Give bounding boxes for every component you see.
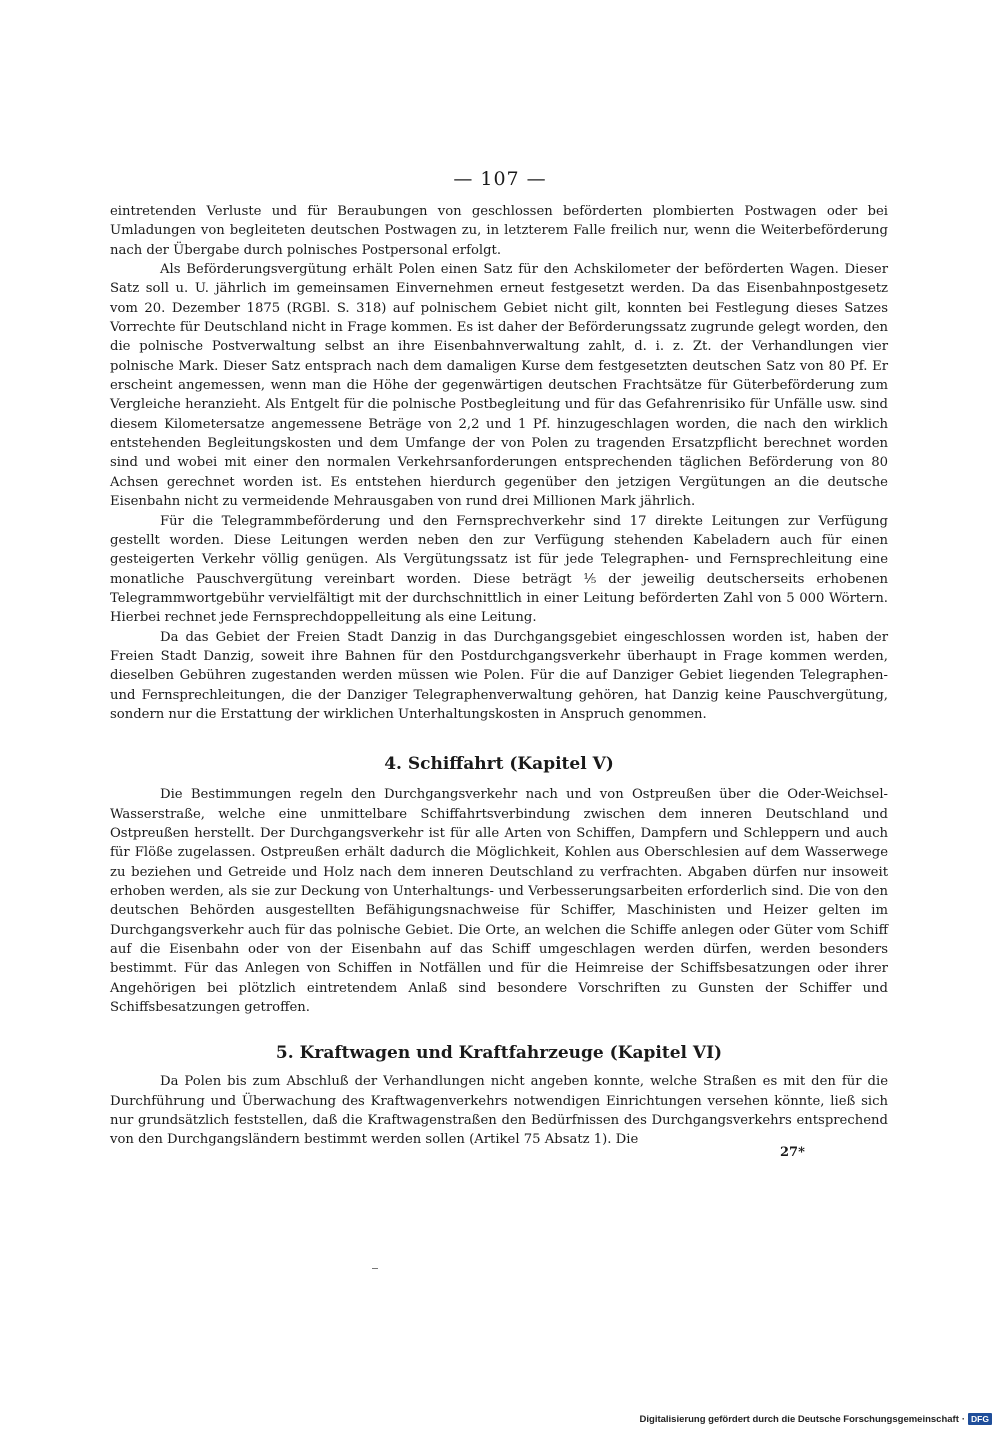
paragraph: Die Bestimmungen regeln den Durchgangsverkehr nach und von Ostpreußen über die Oder-Weichsel-Wasserstraße, welche eine unmittelbare Schiffahrtsverbindung zwischen dem inneren Deutschland und Ostpreußen herstellt. Der Durchgangsverkehr ist für alle Arten von Schiffen, Dampfern und Schleppern und auch für Flöße zugelassen. Ostpreußen erhält dadurch die Möglichkeit, Kohlen aus Oberschlesien auf dem Wasserwege zu beziehen und Getreide und Holz nach dem inneren Deutschland zu verfrachten. Abgaben dürfen nur insoweit erhoben werden, als sie zur Deckung von Unterhaltungs- und Verbesserungsarbeiten erforderlich sind. Die von den deutschen Behörden ausgestellten Befähigungsnachweise für Schiffer, Maschinisten und Heizer gelten im Durchgangsverkehr auch für das polnische Gebiet. Die Orte, an welchen die Schiffe anlegen oder Güter vom Schiff auf die Eisenbahn oder von der Eisenbahn auf das Schiff umgeschlagen werden dürfen, werden besonders bestimmt. Für das Anlegen von Schiffen in Notfällen und für die Heimreise der Schiffsbesatzungen oder ihrer Angehörigen bei plötzlich eintretendem Anlaß sind besondere Vorschriften zu Gunsten der Schiffer und Schiffsbesatzungen getroffen. [110,787,888,1016]
footer-text: Digitalisierung gefördert durch die Deutsche Forschungsgemeinschaft [639,1413,959,1425]
paragraph: eintretenden Verluste und für Beraubungen von geschlossen beförderten plombierten Postwagen oder bei Umladungen von begleiteten deutschen Postwagen zu, in letzterem Falle freilich nur, wenn die Weiterbeförderung nach der Übergabe durch polnisches Postpersonal erfolgt. [110,204,888,258]
stray-mark [372,1268,378,1269]
dfg-logo-icon: DFG [968,1413,992,1425]
footer-separator: · [961,1413,966,1425]
paragraph: Da Polen bis zum Abschluß der Verhandlungen nicht angeben konnte, welche Straßen es mit den für die Durchführung und Überwachung des Kraftwagenverkehrs notwendigen Einrichtungen versehen könnte, ließ sich nur grundsätzlich feststellen, daß die Kraftwagenstraßen den Bedürfnissen des Durchgangsverkehrs entsprechend von den Durchgangsländern bestimmt werden sollen (Artikel 75 Absatz 1). Die [110,1074,888,1148]
page-number: — 107 — [453,168,547,190]
section-heading-schiffahrt: 4. Schiffahrt (Kapitel V) [384,754,614,775]
section-heading-kraftwagen: 5. Kraftwagen und Kraftfahrzeuge (Kapitel VI) [275,1043,723,1064]
paragraph: Da das Gebiet der Freien Stadt Danzig in das Durchgangsgebiet eingeschlossen worden ist, haben der Freien Stadt Danzig, soweit ihre Bahnen für den Postdurchgangsverkehr überhaupt in Frage kommen werden, dieselben Gebühren zugestanden werden müssen wie Polen. Für die auf Danziger Gebiet liegenden Telegraphen- und Fernsprechleitungen, die der Danziger Telegraphenverwaltung gehören, hat Danzig keine Pauschvergütung, sondern nur die Erstattung der wirklichen Unterhaltungskosten in Anspruch genommen. [110,629,888,722]
footer-credit [640,1413,992,1425]
paragraph: Für die Telegrammbeförderung und den Fernsprechverkehr sind 17 direkte Leitungen zur Verfügung gestellt worden. Diese Leitungen werden neben den zur Verfügung stehenden Kabeladern auch für einen gesteigerten Verkehr völlig genügen. Als Vergütungssatz ist für jede Telegraphen- und Fernsprechleitung eine monatliche Pauschvergütung vereinbart worden. Diese beträgt ⅕ der jeweilig deutscherseits erhobenen Telegrammwortgebühr vervielfältigt mit der durchschnittlich in einer Leitung beförderten Zahl von 5 000 Wörtern. Hierbei rechnet jede Fernsprechdoppelleitung als eine Leitung. [110,513,888,626]
paragraph: Als Beförderungsvergütung erhält Polen einen Satz für den Achskilometer der beförderten Wagen. Dieser Satz soll u. U. jährlich im gemeinsamen Einvernehmen erneut festgesetzt werden. Da das Eisenbahnpostgesetz vom 20. Dezember 1875 (RGBl. S. 318) auf polnischem Gebiet nicht gilt, konnten bei Festlegung dieses Satzes Vorrechte für Deutschland nicht in Frage kommen. Es ist daher der Beförderungssatz zugrunde gelegt worden, den die polnische Postverwaltung selbst an ihre Eisenbahnverwaltung zahlt, d. i. z. Zt. der Verhandlungen vier polnische Mark. Dieser Satz entsprach nach dem damaligen Kurse dem festgesetzten deutschen Satz von 80 Pf. Er erscheint angemessen, wenn man die Höhe der gegenwärtigen deutschen Frachtsätze für Güterbeförderung zum Vergleiche heranzieht. Als Entgelt für die polnische Postbegleitung und für das Gefahrenrisiko für Unfälle usw. sind diesem Kilometersatze angemessene Beträge von 2,2 und 1 Pf. hinzugeschlagen worden, die nach den wirklich entstehenden Begleitungskosten und dem Umfange der von Polen zu tragenden Ersatzpflicht berechnet worden sind und wobei mit einer den normalen Verkehrsanforderungen entsprechenden täglichen Beförderung von 80 Achsen gerechnet worden ist. Es entstehen hierdurch gegenüber den jetzigen Vergütungen an die deutsche Eisenbahn nicht zu vermeidende Mehrausgaben von rund drei Millionen Mark jährlich. [110,262,888,510]
printer-signature-mark: 27* [780,1145,805,1160]
page-body [110,202,888,1150]
